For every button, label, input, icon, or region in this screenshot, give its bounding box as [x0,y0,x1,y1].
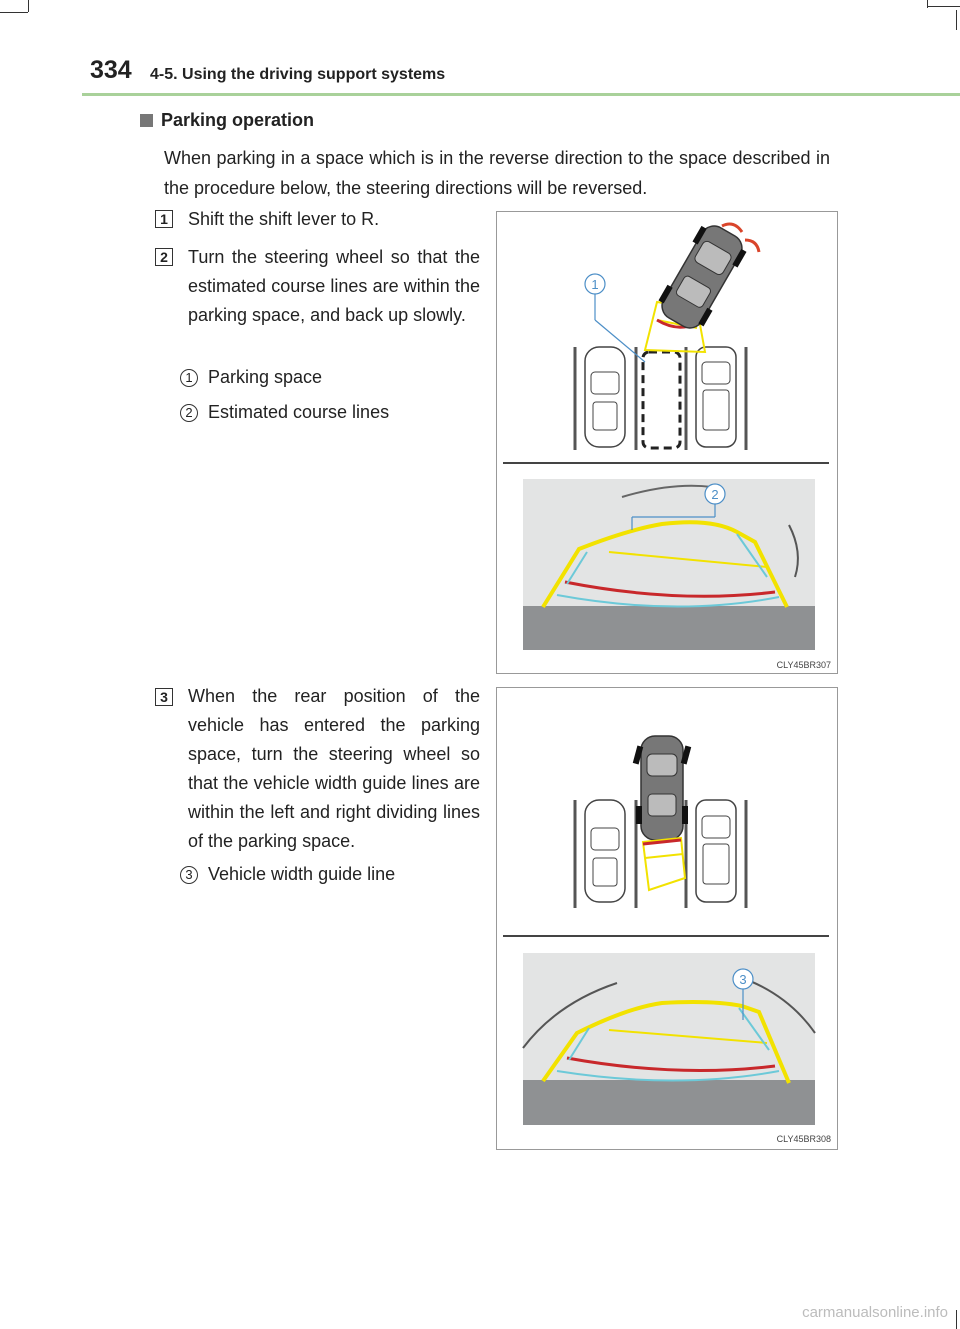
step-3-text: When the rear position of the vehicle has entered the parking space, turn the steering wheel so that the vehicle width guide lines are within the left and right dividing lines of the parking space. [188,686,480,851]
figure-parking-diagram-1 [496,211,838,674]
page-number: 334 [90,56,132,84]
callout-label: 2 [711,487,719,502]
intro-paragraph: When parking in a space which is in the reverse direction to the space described in the procedure below, the steering directions will be reversed. [164,148,830,198]
section-title: 4-5. Using the driving support systems [150,66,446,83]
crop-mark [0,12,28,13]
legend-label: Vehicle width guide line [208,864,396,884]
figure-code: CLY45BR307 [776,660,831,670]
parking-diagram-svg [497,688,837,1149]
callout-number: 1 [180,369,198,387]
parking-diagram-svg [497,212,837,673]
step-2-text: Turn the steering wheel so that the estimated course lines are within the parking space, and back up slowly. [188,247,480,325]
crop-mark [927,6,960,7]
step-badge-1: 1 [155,210,173,228]
parked-car-right [696,800,736,902]
step-1-text: Shift the shift lever to R. [188,209,380,229]
parked-car-left [585,347,625,447]
crop-mark [956,1310,957,1329]
step-badge-2: 2 [155,248,173,266]
watermark: carmanualsonline.info [802,1304,948,1321]
square-bullet-icon [140,114,153,127]
callout-label: 3 [739,972,747,987]
parked-car-right [696,347,736,447]
crop-mark [28,0,29,12]
callout-number: 3 [180,866,198,884]
reversing-car [653,219,750,335]
legend-item-width-guide [180,864,395,885]
reversing-car [633,736,691,840]
legend-item-course-lines [180,402,389,423]
callout-number: 2 [180,404,198,422]
subheading-text: Parking operation [161,110,315,130]
subheading [140,110,314,131]
legend-label: Parking space [208,367,323,387]
step-badge-3: 3 [155,688,173,706]
figure-parking-diagram-2 [496,687,838,1150]
header-rule [82,93,960,96]
parked-car-left [585,800,625,902]
parking-space-outline [643,352,680,448]
legend-item-parking-space [180,367,322,388]
crop-mark [956,10,957,30]
callout-label: 1 [591,277,599,292]
figure-code: CLY45BR308 [776,1134,831,1144]
legend-label: Estimated course lines [208,402,390,422]
